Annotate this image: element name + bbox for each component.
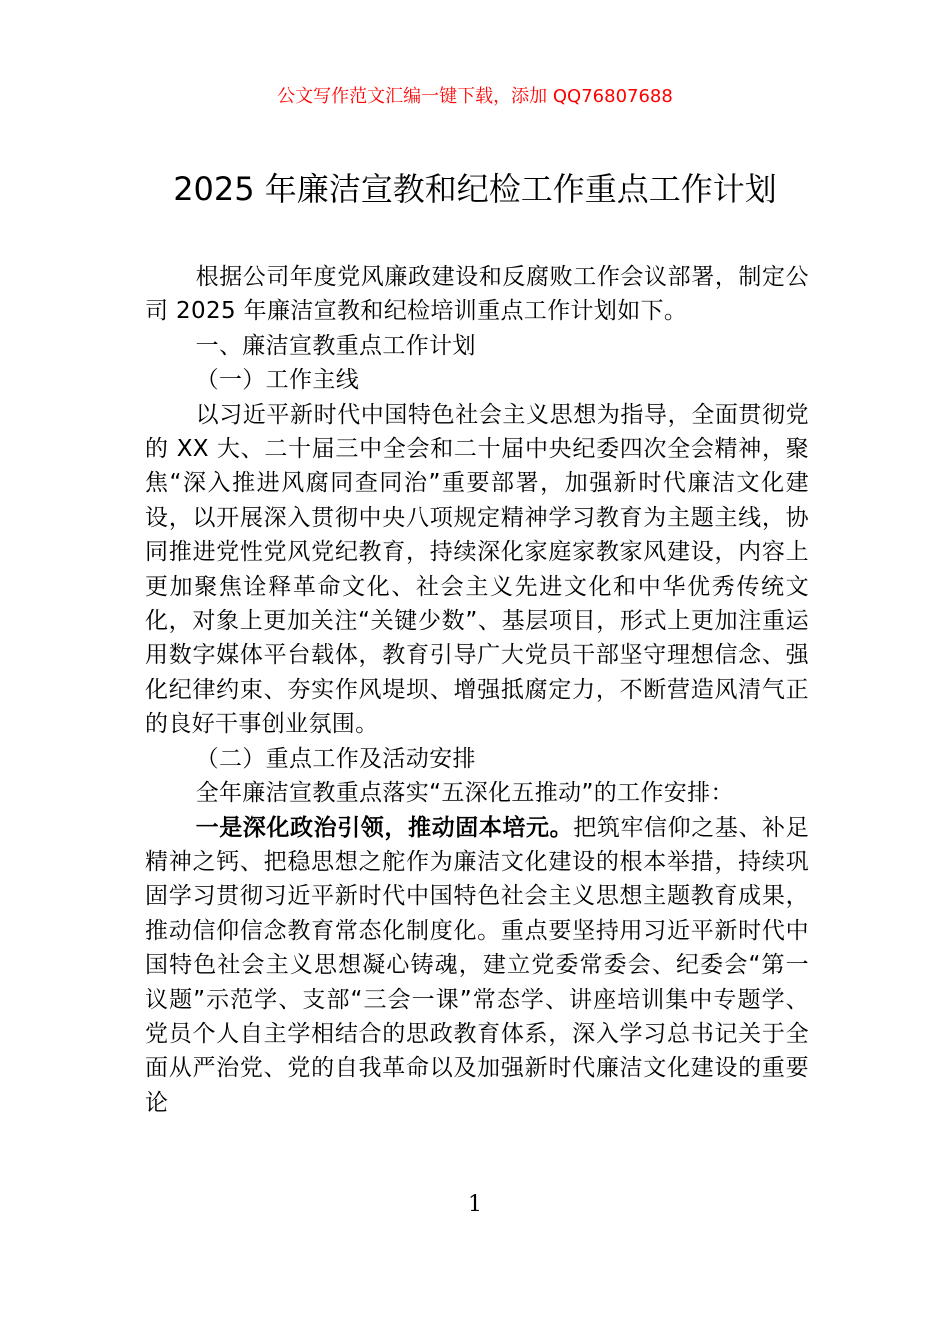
subsection-heading-2: （二）重点工作及活动安排 — [195, 745, 476, 772]
document-title: 2025 年廉洁宣教和纪检工作重点工作计划 — [173, 170, 777, 208]
subsection-heading-1: （一）工作主线 — [195, 367, 360, 394]
download-watermark: 公文写作范文汇编一键下载，添加 QQ76807688 — [277, 86, 673, 107]
point-1-paragraph — [145, 811, 809, 1121]
subsection-2-intro: 全年廉洁宣教重点落实“五深化五推动”的工作安排： — [195, 780, 734, 807]
point-1-body: 把筑牢信仰之基、补足精神之钙、把稳思想之舵作为廉洁文化建设的根本举措，持续巩固学习贯彻习近平新时代中国特色社会主义思想主题教育成果，推动信仰信念教育常态化制度化。重点要坚持用习近平新时代中国特色社会主义思想凝心铸魂，建立党委常委会、纪委会“第一议题”示范学、支部“三会一课”常态学、讲座培训集中专题学、党员个人自主学相结合的思政教育体系，深入学习总书记关于全面从严治党、党的自我革命以及加强新时代廉洁文化建设的重要论 — [145, 814, 810, 1116]
subsection-1-paragraph: 以习近平新时代中国特色社会主义思想为指导，全面贯彻党的 XX 大、二十届三中全会和二十届中央纪委四次全会精神，聚焦“深入推进风腐同查同治”重要部署，加强新时代廉洁文化建设，以开展深入贯彻中央八项规定精神学习教育为主题主线，协同推进党性党风党纪教育，持续深化家庭家教家风建设，内容上更加聚焦诠释革命文化、社会主义先进文化和中华优秀传统文化，对象上更加关注“关键少数”、基层项目，形式上更加注重运用数字媒体平台载体，教育引导广大党员干部坚守理想信念、强化纪律约束、夯实作风堤坝、增强抵腐定力，不断营造风清气正的良好干事创业氛围。 — [145, 401, 809, 738]
document-body — [145, 260, 809, 1120]
page-number: 1 — [468, 1192, 482, 1217]
section-heading-1: 一、廉洁宣教重点工作计划 — [195, 332, 476, 359]
point-1-lead: 一是深化政治引领，推动固本培元。 — [195, 814, 574, 841]
intro-paragraph: 根据公司年度党风廉政建设和反腐败工作会议部署，制定公司 2025 年廉洁宣教和纪检培训重点工作计划如下。 — [145, 264, 809, 325]
